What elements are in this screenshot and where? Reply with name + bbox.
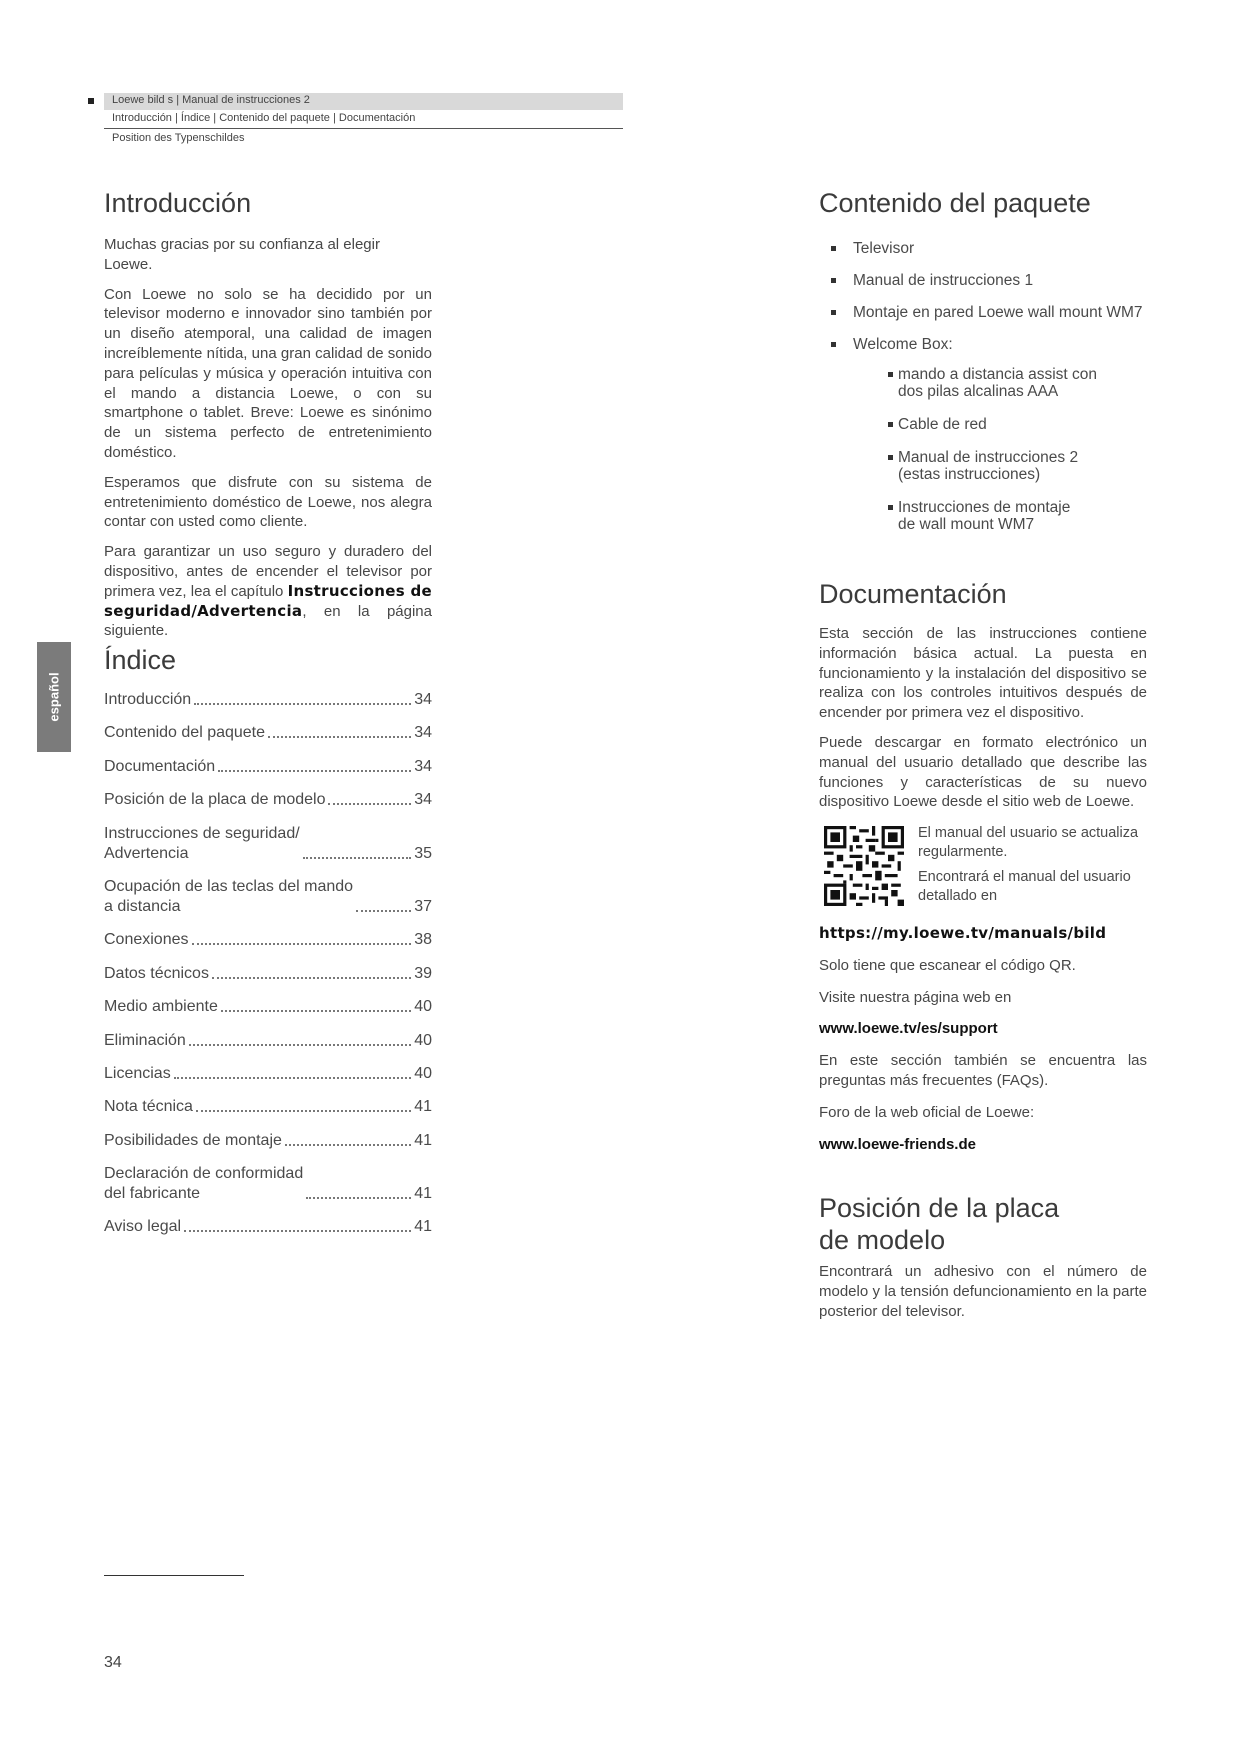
toc-leader-dots [306, 1197, 411, 1199]
qr-code[interactable] [824, 826, 904, 906]
toc-leader-dots [268, 736, 411, 738]
qr-text-location: Encontrará el manual del usuario detallado en [918, 869, 1131, 904]
intro-body [104, 235, 432, 641]
documentation-body [819, 624, 1147, 812]
package-item-label: Manual de instrucciones 1 [853, 272, 1034, 289]
toc-item-page: 38 [414, 931, 432, 949]
intro-paragraph-4: Para garantizar un uso seguro y duradero del dispositivo, antes de encender el televisor por primera vez, lea el capítulo Instrucciones de seguridad/Advertencia, en la página siguiente. [104, 543, 432, 640]
toc-item[interactable] [104, 1217, 432, 1237]
visit-note: Visite nuestra página web en [819, 988, 1012, 1006]
toc-item[interactable] [104, 1064, 432, 1084]
toc-item-page: 40 [414, 998, 432, 1016]
intro-paragraph-1: Muchas gracias por su confianza al elegir Loewe. [104, 236, 380, 273]
manuals-url-link[interactable]: https://my.loewe.tv/manuals/bild [819, 924, 1107, 942]
toc-item-page: 37 [414, 897, 432, 915]
scan-note: Solo tiene que escanear el código QR. [819, 956, 1076, 974]
toc-item[interactable] [104, 757, 432, 777]
toc-leader-dots [221, 1010, 411, 1012]
header-rule [104, 128, 623, 129]
toc-item-page: 41 [414, 1131, 432, 1149]
model-plate-section [819, 1192, 1079, 1256]
qr-description [918, 824, 1148, 912]
toc-item-page: 40 [414, 1064, 432, 1082]
toc-item-label: Documentación [104, 757, 216, 775]
toc-item-label: Nota técnica [104, 1098, 193, 1116]
toc-item[interactable] [104, 997, 432, 1017]
toc-item[interactable] [104, 930, 432, 950]
toc-item-label: Ocupación de las teclas del mando a distancia [104, 877, 354, 915]
toc-leader-dots [328, 803, 411, 805]
toc-leader-dots [212, 977, 411, 979]
safety-chapter-reference: Instrucciones de seguridad/Advertencia [104, 581, 432, 620]
documentation-paragraph-2: Puede descargar en formato electrónico un manual del usuario detallado que describe las funciones y características de su nuevo dispositivo Loewe desde el sitio web de Loewe. [819, 733, 1147, 811]
toc-item[interactable] [104, 790, 432, 810]
toc-item-label: Aviso legal [104, 1218, 182, 1236]
documentation-section [819, 578, 1147, 822]
toc-item[interactable] [104, 690, 432, 710]
toc-item-label: Declaración de conformidad del fabricante [104, 1165, 304, 1203]
toc-leader-dots [356, 910, 411, 912]
package-contents-list [819, 239, 1147, 533]
toc-item-label: Medio ambiente [104, 998, 218, 1016]
toc-item-label: Posibilidades de montaje [104, 1131, 282, 1149]
table-of-contents [104, 690, 432, 1251]
toc-leader-dots [218, 770, 411, 772]
welcome-box-item: mando a distancia assist con dos pilas alcalinas AAA [853, 366, 1147, 400]
toc-item-label: Posición de la placa de modelo [104, 791, 326, 809]
language-tab-label: español [46, 672, 62, 722]
welcome-box-item: Cable de red [853, 416, 1147, 433]
toc-item-page: 41 [414, 1098, 432, 1116]
model-plate-paragraph: Encontrará un adhesivo con el número de modelo y la tensión defuncionamiento en la parte posterior del televisor. [819, 1263, 1147, 1320]
support-url-link[interactable]: www.loewe.tv/es/support [819, 1020, 998, 1038]
toc-item[interactable] [104, 1164, 432, 1204]
page-number: 34 [104, 1654, 122, 1671]
toc-item-page: 39 [414, 964, 432, 982]
toc-title: Índice [104, 645, 177, 675]
toc-item[interactable] [104, 723, 432, 743]
toc-leader-dots [189, 1044, 411, 1046]
toc-leader-dots [303, 857, 412, 859]
header-bullet [88, 98, 94, 104]
language-tab [37, 642, 71, 752]
toc-item[interactable] [104, 964, 432, 984]
toc-leader-dots [285, 1144, 411, 1146]
package-item [819, 271, 1147, 290]
welcome-box-item: Instrucciones de montaje de wall mount WM7 [853, 499, 1147, 533]
model-plate-body [819, 1262, 1147, 1331]
toc-leader-dots [184, 1230, 411, 1232]
toc-item[interactable] [104, 824, 432, 864]
intro-section [104, 187, 432, 651]
package-section [819, 187, 1147, 549]
toc-item-label: Conexiones [104, 931, 189, 949]
toc-leader-dots [192, 943, 412, 945]
toc-item-label: Eliminación [104, 1031, 186, 1049]
welcome-box-item: Manual de instrucciones 2 (estas instrucciones) [853, 449, 1147, 483]
package-item [819, 303, 1147, 322]
toc-item-page: 34 [414, 791, 432, 809]
toc-item-label: Licencias [104, 1064, 171, 1082]
toc-item-page: 40 [414, 1031, 432, 1049]
model-plate-title: Posición de la placa de modelo [819, 1193, 1060, 1255]
toc-leader-dots [174, 1077, 412, 1079]
toc-item[interactable] [104, 1031, 432, 1051]
faq-note: En este sección también se encuentra las preguntas más frecuentes (FAQs). [819, 1052, 1147, 1089]
toc-item-page: 34 [414, 724, 432, 742]
documentation-links [819, 924, 1147, 1164]
toc-item-label: Datos técnicos [104, 964, 209, 982]
toc-item-page: 34 [414, 691, 432, 708]
toc-item-page: 35 [414, 844, 432, 862]
toc-item-page: 41 [414, 1185, 432, 1203]
toc-leader-dots [196, 1110, 411, 1112]
documentation-title: Documentación [819, 579, 1007, 609]
toc-item[interactable] [104, 877, 432, 917]
qr-text-update: El manual del usuario se actualiza regularmente. [918, 825, 1139, 860]
intro-title: Introducción [104, 188, 252, 218]
package-item-label: Montaje en pared Loewe wall mount WM7 [853, 304, 1143, 321]
toc-leader-dots [194, 703, 411, 705]
toc-item-label: Introducción [104, 691, 192, 708]
toc-item-page: 41 [414, 1218, 432, 1236]
toc-item[interactable] [104, 1097, 432, 1117]
toc-item-label: Instrucciones de seguridad/ Advertencia [104, 824, 300, 862]
package-item-label: Welcome Box: [853, 336, 953, 353]
toc-item[interactable] [104, 1131, 432, 1151]
welcome-box-list [853, 366, 1147, 533]
footnote-rule [104, 1575, 244, 1576]
package-item [819, 335, 1147, 533]
toc-item-page: 34 [414, 757, 432, 775]
header-section-path: Introducción | Índice | Contenido del paquete | Documentación [112, 112, 416, 124]
intro-paragraph-2: Con Loewe no solo se ha decidido por un televisor moderno e innovador sino también por un diseño atemporal, una calidad de imagen increíblemente nítida, una gran calidad de sonido para películas y música y operación intuitiva con el mando a distancia Loewe, o con su smartphone o tablet. Breve: Loewe es sinónimo de un sistema perfecto de entretenimiento doméstico. [104, 285, 432, 461]
package-title: Contenido del paquete [819, 188, 1091, 218]
header-manual-title: Loewe bild s | Manual de instrucciones 2 [112, 94, 310, 106]
header-subsection: Position des Typenschildes [112, 132, 245, 144]
forum-url-link[interactable]: www.loewe-friends.de [819, 1135, 976, 1153]
documentation-paragraph-1: Esta sección de las instrucciones contiene información básica actual. La puesta en funcionamiento y la instalación del dispositivo se realiza con los controles intuitivos después de encender por primera vez el dispositivo. [819, 625, 1147, 722]
package-item-label: Televisor [853, 240, 915, 257]
package-item [819, 239, 1147, 258]
forum-note: Foro de la web oficial de Loewe: [819, 1103, 1035, 1121]
intro-paragraph-3: Esperamos que disfrute con su sistema de entretenimiento doméstico de Loewe, nos alegra contar con usted como cliente. [104, 473, 432, 531]
toc-item-label: Contenido del paquete [104, 724, 266, 742]
